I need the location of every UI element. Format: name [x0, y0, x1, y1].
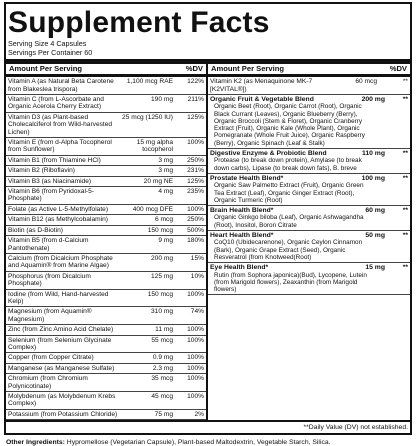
nutrient-dv: 500% [187, 226, 204, 234]
blend-amount: 50 mg [365, 232, 385, 240]
blend-ingredients: Organic Beet (Root), Organic Carrot (Root), Organic Black Currant (Leaves), Organic Blueberry (Berry), Organic Broccoli (Stem & Floret), Organic Cranberry Extract (Fruit), Organic Kale (Whole Plant), Organic Pomegranate (Whole Fruit Juice), Organic Raspberry (Berry), Organic Spinach (Leaf & Stalk) [214, 103, 365, 147]
blend-block [208, 174, 410, 206]
other-ingredients-text: Hypromellose (Vegetarian Capsule), Plant-based Maltodextrin, Vegetable Starch, Silica. [64, 439, 331, 446]
nutrient-amount: 2.3 mg [152, 364, 173, 372]
nutrient-amount: 3 mg [158, 156, 173, 164]
facts-columns [6, 64, 410, 420]
nutrient-dv: 125% [187, 177, 204, 185]
dv-footnote: **Daily Value (DV) not established. [6, 420, 410, 433]
nutrient-name: Vitamin A (as Natural Beta Carotene from Blakeslea trispora) [8, 78, 114, 93]
blend-ingredients: Organic Ginkgo biloba (Leaf), Organic Ashwagandha (Root), Inositol, Boron Citrate [214, 214, 364, 229]
nutrient-dv: 10% [190, 272, 204, 280]
nutrient-amount: 150 mcg [147, 226, 173, 234]
nutrient-dv: 100% [187, 364, 204, 372]
nutrient-row [6, 166, 206, 176]
nutrient-amount: 3 mg [158, 167, 173, 175]
nutrient-amount: 6 mcg [155, 216, 173, 224]
nutrient-amount: 125 mg [151, 272, 173, 280]
nutrient-row [208, 77, 410, 95]
nutrient-dv: 15% [190, 254, 204, 262]
blend-header [210, 264, 408, 271]
nutrient-amount: 15 mg alpha tocopherol [136, 139, 173, 154]
nutrient-name: Potassium (from Potassium Chloride) [8, 410, 118, 418]
nutrient-name: Vitamin C (from L-Ascorbate and Organic Acerola Cherry Extract) [8, 96, 104, 111]
nutrient-name: Manganese (as Manganese Sulfate) [8, 364, 115, 372]
nutrient-dv: 211% [187, 96, 204, 103]
nutrient-row [6, 410, 206, 420]
nutrient-row [6, 325, 206, 335]
nutrient-dv: 250% [187, 156, 204, 164]
nutrient-row [6, 364, 206, 374]
left-header [6, 64, 206, 77]
nutrient-row [6, 353, 206, 363]
blend-block [208, 231, 410, 263]
blend-amount: 15 mg [365, 264, 385, 272]
blend-dv: ** [402, 150, 408, 158]
nutrient-amount: 25 mcg (1250 IU) [122, 113, 173, 121]
nutrient-name: Biotin (as D-Biotin) [8, 226, 63, 234]
nutrient-amount: 75 mg [154, 410, 173, 418]
nutrient-row [6, 187, 206, 205]
nutrient-row [6, 290, 206, 308]
nutrient-row [6, 215, 206, 225]
nutrient-dv: 100% [187, 375, 204, 383]
nutrient-row [6, 392, 206, 410]
blend-ingredients: Organic Saw Palmetto Extract (Fruit), Organic Green Tea Extract (Leaf), Organic Ginger Extract (Root), Organic Turmeric (Root) [214, 182, 364, 204]
nutrient-row [6, 272, 206, 290]
blend-name: Digestive Enzyme & Probiotic Blend [210, 150, 327, 158]
nutrient-row [6, 77, 206, 95]
dv-header: %DV [389, 64, 407, 74]
nutrient-row [6, 254, 206, 272]
nutrient-amount: 4 mg [158, 188, 173, 196]
nutrient-dv: 231% [187, 167, 204, 175]
nutrient-dv: 100% [187, 354, 204, 362]
nutrient-dv: 122% [187, 78, 204, 86]
nutrient-amount: 190 mg [151, 96, 173, 103]
nutrient-dv: 250% [187, 216, 204, 224]
blend-header [210, 175, 408, 182]
nutrient-amount: 60 mcg [355, 78, 377, 86]
nutrient-row [6, 138, 206, 156]
blend-dv: ** [402, 96, 408, 103]
nutrient-name: Vitamin K2 (as Menaquinone MK-7 [K2VITAL®]) [210, 78, 313, 93]
serving-size: Serving Size 4 Capsules [8, 39, 87, 48]
nutrient-name: Phosphorus (from Dicalcium Phosphate) [8, 272, 91, 288]
blend-name: Heart Health Blend* [210, 232, 274, 240]
blend-dv: ** [402, 232, 408, 240]
blend-ingredients: Rutin (from Sophora japonica)(Bud), Lycopene, Lutein (from Marigold flowers), Zeaxanthin (from Marigold flowers) [214, 271, 367, 294]
nutrient-row [6, 113, 206, 138]
nutrient-dv: 100% [187, 205, 204, 213]
nutrient-name: Vitamin B3 (as Niacinamide) [8, 177, 92, 185]
blend-amount: 100 mg [361, 174, 385, 182]
other-ingredients [6, 439, 412, 446]
servings-per-container: Servings Per Container 60 [8, 47, 93, 57]
facts-box [4, 2, 412, 435]
blend-amount: 110 mg [361, 150, 385, 158]
nutrient-row [6, 156, 206, 166]
nutrient-name: Vitamin B1 (from Thiamine HCl) [8, 156, 101, 164]
nutrient-dv: 100% [187, 336, 204, 344]
nutrient-amount: 35 mcg [151, 375, 173, 383]
nutrient-amount: 200 mg [151, 254, 173, 262]
nutrient-amount: 9 mg [158, 237, 173, 245]
blend-dv: ** [402, 207, 408, 215]
blend-header [210, 232, 408, 239]
nutrient-name: Vitamin B6 (from Pyridoxal-5-Phosphate) [8, 188, 94, 203]
nutrient-name: Iodine (from Wild, Hand-harvested Kelp) [8, 290, 109, 305]
blend-ingredients: CoQ10 (Ubidecarenone), Organic Ceylon Cinnamon (Bark), Organic Grape Extract (Seed), Organic Resveratrol (from Knotweed(Root) [214, 239, 363, 261]
nutrient-row [6, 336, 206, 354]
nutrient-row [6, 95, 206, 113]
blend-amount: 200 mg [361, 96, 385, 103]
blend-amount: 60 mg [365, 207, 385, 215]
dv-header: %DV [185, 64, 203, 74]
nutrient-dv: 100% [187, 290, 204, 298]
nutrient-row [6, 177, 206, 187]
nutrient-dv: 125% [187, 113, 204, 121]
blend-block [208, 149, 410, 174]
blend-dv: ** [402, 174, 408, 182]
nutrient-dv: 2% [194, 410, 204, 418]
nutrient-amount: 20 mg NE [143, 177, 173, 185]
left-column [6, 64, 208, 420]
nutrient-name: Vitamin B12 (as Methylcobalamin) [8, 216, 108, 224]
blend-block [208, 206, 410, 231]
supplement-facts-panel [4, 2, 412, 446]
other-ingredients-label: Other Ingredients: [6, 439, 65, 446]
nutrient-amount: 150 mcg [147, 290, 173, 298]
blend-header [210, 150, 408, 157]
blend-name: Eye Health Blend* [210, 264, 269, 272]
nutrient-name: Molybdenum (as Molybdenum Krebs Complex) [8, 393, 116, 408]
nutrient-row [6, 226, 206, 236]
nutrient-amount: 0.9 mg [152, 354, 173, 362]
nutrient-amount: 45 mcg [151, 393, 173, 400]
right-column [208, 64, 410, 420]
nutrient-name: Folate (as Active L-5-Methylfolate) [8, 205, 109, 213]
blend-dv: ** [402, 264, 408, 272]
amount-header: Amount Per Serving [211, 64, 284, 74]
nutrient-row [6, 236, 206, 254]
nutrient-name: Magnesium (from Aquamin® Magnesium) [8, 308, 92, 323]
nutrient-name: Vitamin D3 (as Plant-based Cholecalciferol from Wild-harvested Lichen) [8, 113, 113, 136]
nutrient-name: Vitamin E (from d-Alpha Tocopherol from Sunflower) [8, 139, 112, 154]
nutrient-row [6, 374, 206, 392]
nutrient-name: Copper (from Copper Citrate) [8, 354, 94, 362]
nutrient-row [6, 205, 206, 215]
blend-name: Prostate Health Blend* [210, 174, 284, 182]
nutrient-dv: ** [402, 78, 408, 86]
nutrient-amount: 310 mg [151, 308, 173, 316]
blend-header [210, 96, 408, 103]
nutrient-name: Chromium (from Chromium Polynicotinate) [8, 375, 88, 390]
nutrient-dv: 100% [187, 326, 204, 334]
blend-name: Organic Fruit & Vegetable Blend [210, 96, 314, 103]
nutrient-amount: 11 mg [155, 326, 173, 334]
nutrient-name: Zinc (from Zinc Amino Acid Chelate) [8, 326, 114, 334]
nutrient-name: Vitamin B5 (from d-Calcium Pantothenate) [8, 237, 89, 252]
blend-block [208, 95, 410, 149]
nutrient-dv: 180% [187, 237, 204, 245]
panel-title: Supplement Facts [8, 6, 270, 39]
nutrient-dv: 100% [187, 393, 204, 400]
blend-ingredients: Protease (to break down protein), Amylase (to break down carbs), Lipase (to break down fats), B. breve [214, 157, 362, 172]
right-header [208, 64, 410, 77]
nutrient-dv: 100% [187, 139, 204, 147]
blend-block [208, 263, 410, 295]
nutrient-name: Vitamin B2 (Riboflavin) [8, 167, 75, 175]
nutrient-dv: 235% [187, 188, 204, 196]
nutrient-amount: 55 mcg [151, 336, 173, 344]
nutrient-amount: 400 mcg DFE [132, 205, 173, 213]
nutrient-dv: 74% [190, 308, 204, 316]
blend-name: Brain Health Blend* [210, 207, 274, 215]
nutrient-name: Selenium (from Selenium Glycinate Complex) [8, 336, 112, 351]
blend-header [210, 207, 408, 214]
nutrient-row [6, 307, 206, 325]
nutrient-amount: 1,100 mcg RAE [126, 78, 173, 86]
amount-header: Amount Per Serving [9, 64, 82, 74]
nutrient-name: Calcium (from Dicalcium Phosphate and Aquamin® from Marine Algae) [8, 254, 113, 270]
